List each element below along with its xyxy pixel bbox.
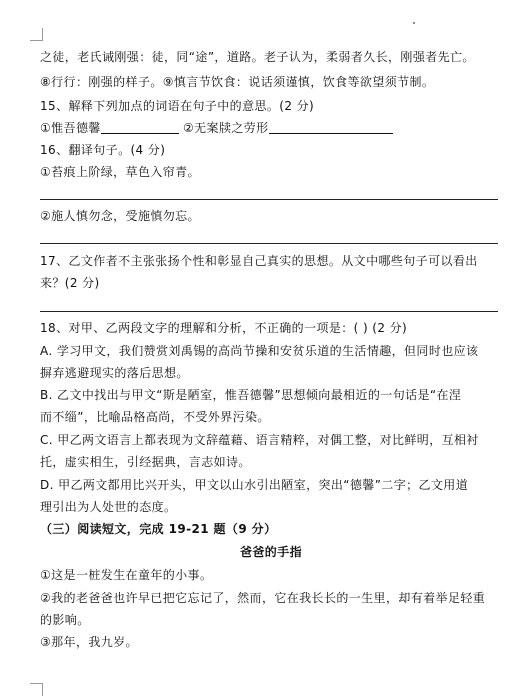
section-3-heading: （三）阅读短文，完成 19-21 题（9 分） (40, 522, 277, 536)
q18-option-d-line-1: D. 甲乙两文都用比兴开头，甲文以山水引出陋室，突出“德馨”二字；乙文用道 (40, 478, 469, 492)
question-16-sentence-1: ①苔痕上阶绿，草色入帘青。 (40, 165, 200, 179)
passage-title: 爸爸的手指 (239, 545, 302, 559)
question-16-sentence-2: ②施人慎勿念，受施慎勿忘。 (40, 209, 200, 223)
note-line-2: ⑧行行：刚强的样子。⑨慎言节饮食：说话须谨慎，饮食等欲望须节制。 (40, 75, 435, 89)
q16-answer-line-1[interactable] (40, 199, 498, 200)
question-15-stem: 15、解释下列加点的词语在句子中的意思。(2 分) (40, 99, 315, 113)
q18-option-a-line-1: A. 学习甲文，我们赞赏刘禹锡的高尚节操和安贫乐道的生活情趣，但同时也应该 (40, 344, 479, 358)
question-17-line-1: 17、乙文作者不主张张扬个性和彰显自己真实的思想。从文中哪些句子可以看出 (40, 254, 478, 268)
question-16-stem: 16、翻译句子。(4 分) (40, 143, 166, 157)
stray-dot (413, 22, 415, 24)
question-18-stem: 18、对甲、乙两段文字的理解和分析，不正确的一项是：( ) (2 分) (40, 321, 408, 335)
q18-option-d-line-2: 理引出为人处世的态度。 (40, 500, 177, 514)
note-line-1: 之徒，老氏诫刚强：徒，同“途”，道路。老子认为，柔弱者久长，刚强者先亡。 (40, 50, 475, 64)
q18-option-b-line-2: 而不缁”，比喻品格高尚，不受外界污染。 (40, 410, 270, 424)
question-17-line-2: 来？(2 分) (40, 276, 100, 290)
passage-paragraph-3: ③那年，我九岁。 (40, 635, 138, 649)
q15-item-a-label: ①惟吾德馨 (40, 121, 101, 135)
question-15-items (40, 120, 502, 136)
passage-paragraph-2-line-1: ②我的老爸爸也许早已把它忘记了，然而，它在我长长的一生里，却有着举足轻重 (40, 591, 486, 605)
passage-paragraph-1: ①这是一桩发生在童年的小事。 (40, 568, 213, 582)
q18-option-a-line-2: 摒弃逃避现实的落后思想。 (40, 366, 189, 380)
q16-answer-line-2[interactable] (40, 243, 498, 244)
q15-answer-blank-b[interactable] (269, 121, 393, 134)
passage-paragraph-2-line-2: 的影响。 (40, 613, 90, 627)
q17-answer-line[interactable] (40, 311, 498, 312)
q18-option-b-line-1: B. 乙文中找出与甲文“斯是陋室，惟吾德馨”思想倾向最相近的一句话是“在涅 (40, 388, 462, 402)
q18-option-c-line-2: 托，虚实相生，引经据典，言志如诗。 (40, 455, 251, 469)
q18-option-c-line-1: C. 甲乙两文语言上都表现为文辞蕴藉、语言精粹，对偶工整，对比鲜明，互相衬 (40, 433, 479, 447)
corner-mark-bottom (30, 683, 43, 696)
q15-item-b-label: ②无案牍之劳形 (182, 121, 269, 135)
q15-answer-blank-a[interactable] (101, 121, 179, 134)
corner-mark-top (30, 28, 43, 41)
